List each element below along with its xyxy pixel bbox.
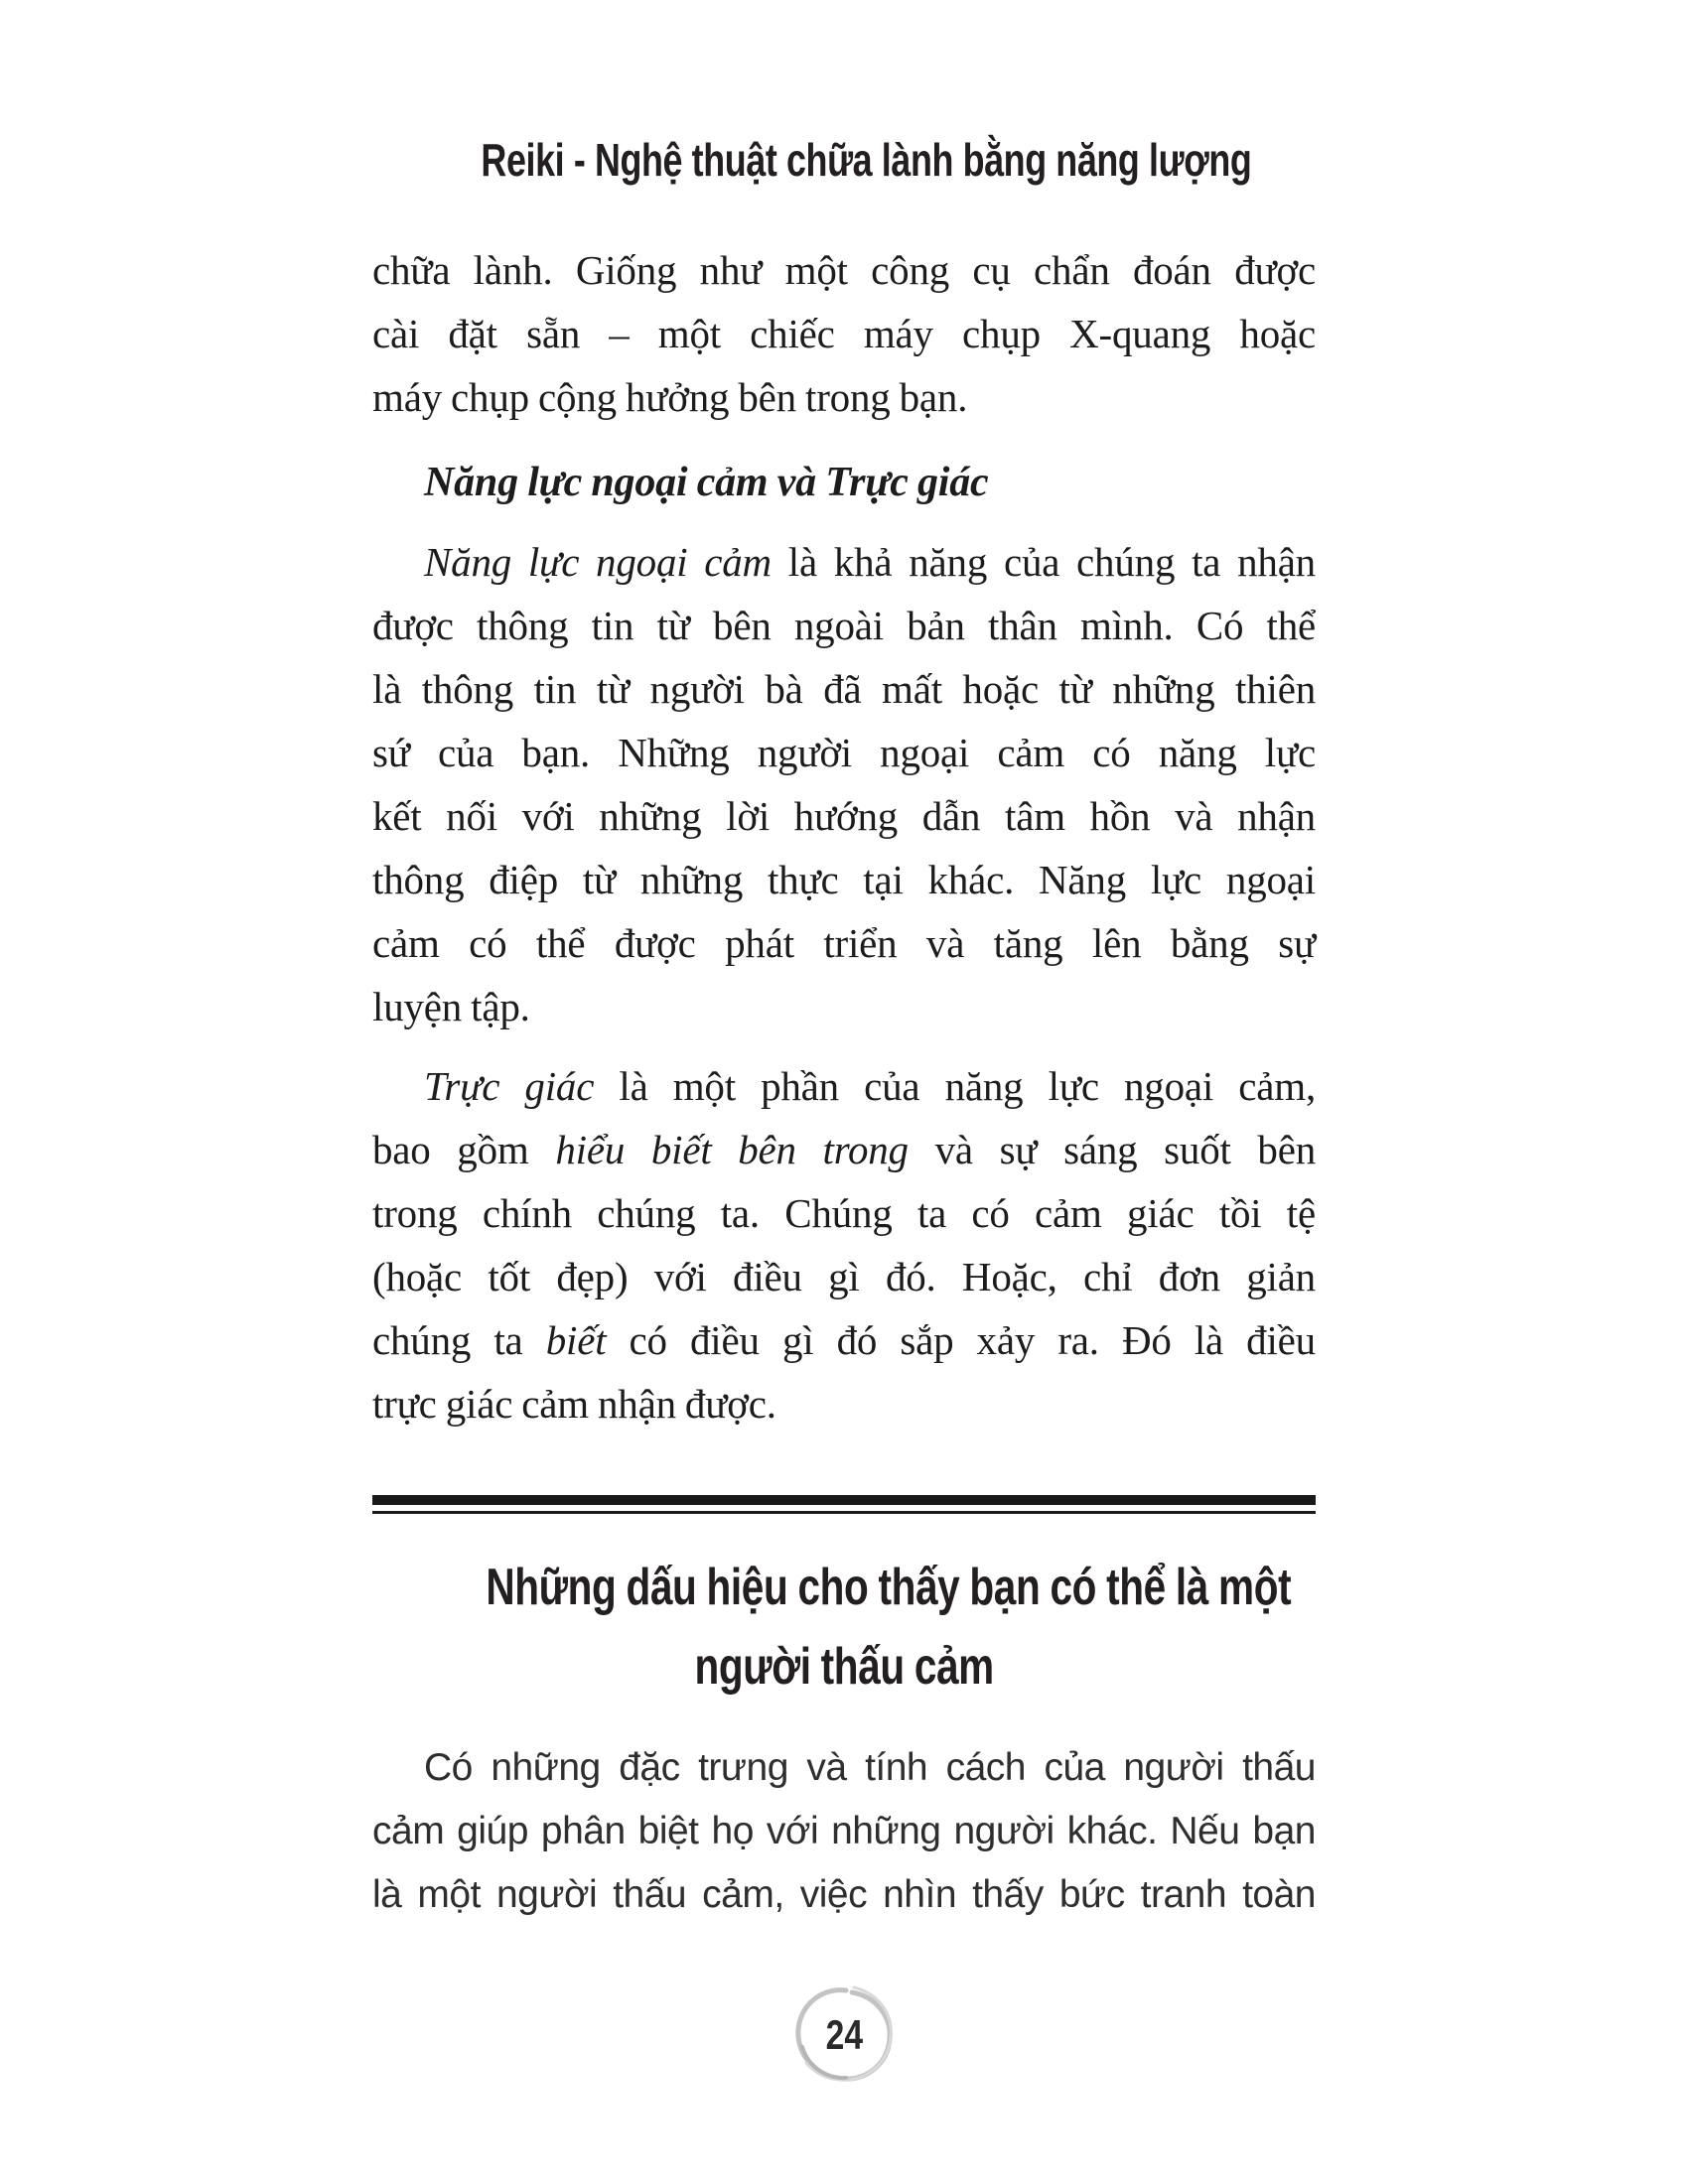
text-line: được thông tin từ bên ngoài bản thân mình. Có thể [372,603,1316,648]
paragraph-nang-luc-ngoai-cam [372,530,1316,1038]
page-number-badge [788,1983,900,2093]
page-number: 24 [825,2011,863,2058]
subheading-nang-luc-ngoai-cam [372,451,1316,514]
running-head-text: Reiki - Nghệ thuật chữa lành bằng năng lượng [481,134,1252,186]
text-line: Có những đặc trưng và tính cách của người thấu [424,1746,1316,1789]
content [372,238,1316,1927]
text-line: là thông tin từ người bà đã mất hoặc từ những thiên [372,666,1316,712]
rule-thin [372,1511,1316,1514]
text-line: thông điệp từ những thực tại khác. Năng lực ngoại [372,857,1316,902]
text-line: là một người thấu cảm, việc nhìn thấy bức tranh toàn [372,1873,1316,1916]
paragraph-dac-trung [372,1736,1316,1927]
text-line: trong chính chúng ta. Chúng ta có cảm giác tồi tệ [372,1190,1316,1236]
running-head [372,131,1316,189]
text-line: trực giác cảm nhận được. [372,1381,776,1427]
section-divider [372,1495,1316,1514]
paragraph-continuation [372,238,1316,429]
text-line: máy chụp cộng hưởng bên trong bạn. [372,374,968,420]
text-line: người thấu cảm [694,1638,994,1696]
text-line: Năng lực ngoại cảm và Trực giác [424,460,989,505]
text-line: sứ của bạn. Những người ngoại cảm có năng lực [372,730,1316,775]
text-line: Những dấu hiệu cho thấy bạn có thể là một [486,1559,1292,1616]
text-line: bao gồm hiểu biết bên trong và sự sáng suốt bên [372,1127,1316,1172]
text-line: (hoặc tốt đẹp) với điều gì đó. Hoặc, chỉ đơn giản [372,1254,1316,1299]
text-line: Trực giác là một phần của năng lực ngoại cảm, [424,1063,1316,1109]
text-line: chúng ta biết có điều gì đó sắp xảy ra. Đó là điều [372,1317,1316,1363]
text-line: chữa lành. Giống như một công cụ chẩn đoán được [372,247,1316,293]
text-column [372,131,1316,1927]
rule-thick [372,1495,1316,1505]
text-line: luyện tập. [372,984,530,1029]
text-line: Năng lực ngoại cảm là khả năng của chúng ta nhận [424,539,1316,585]
text-line: kết nối với những lời hướng dẫn tâm hồn và nhận [372,793,1316,839]
paragraph-truc-giac [372,1054,1316,1435]
text-line: cài đặt sẵn – một chiếc máy chụp X-quang hoặc [372,311,1316,356]
text-line: cảm có thể được phát triển và tăng lên bằng sự [372,920,1316,966]
section-heading-dau-hieu [372,1548,1316,1706]
text-line: cảm giúp phân biệt họ với những người khác. Nếu bạn [372,1810,1316,1852]
